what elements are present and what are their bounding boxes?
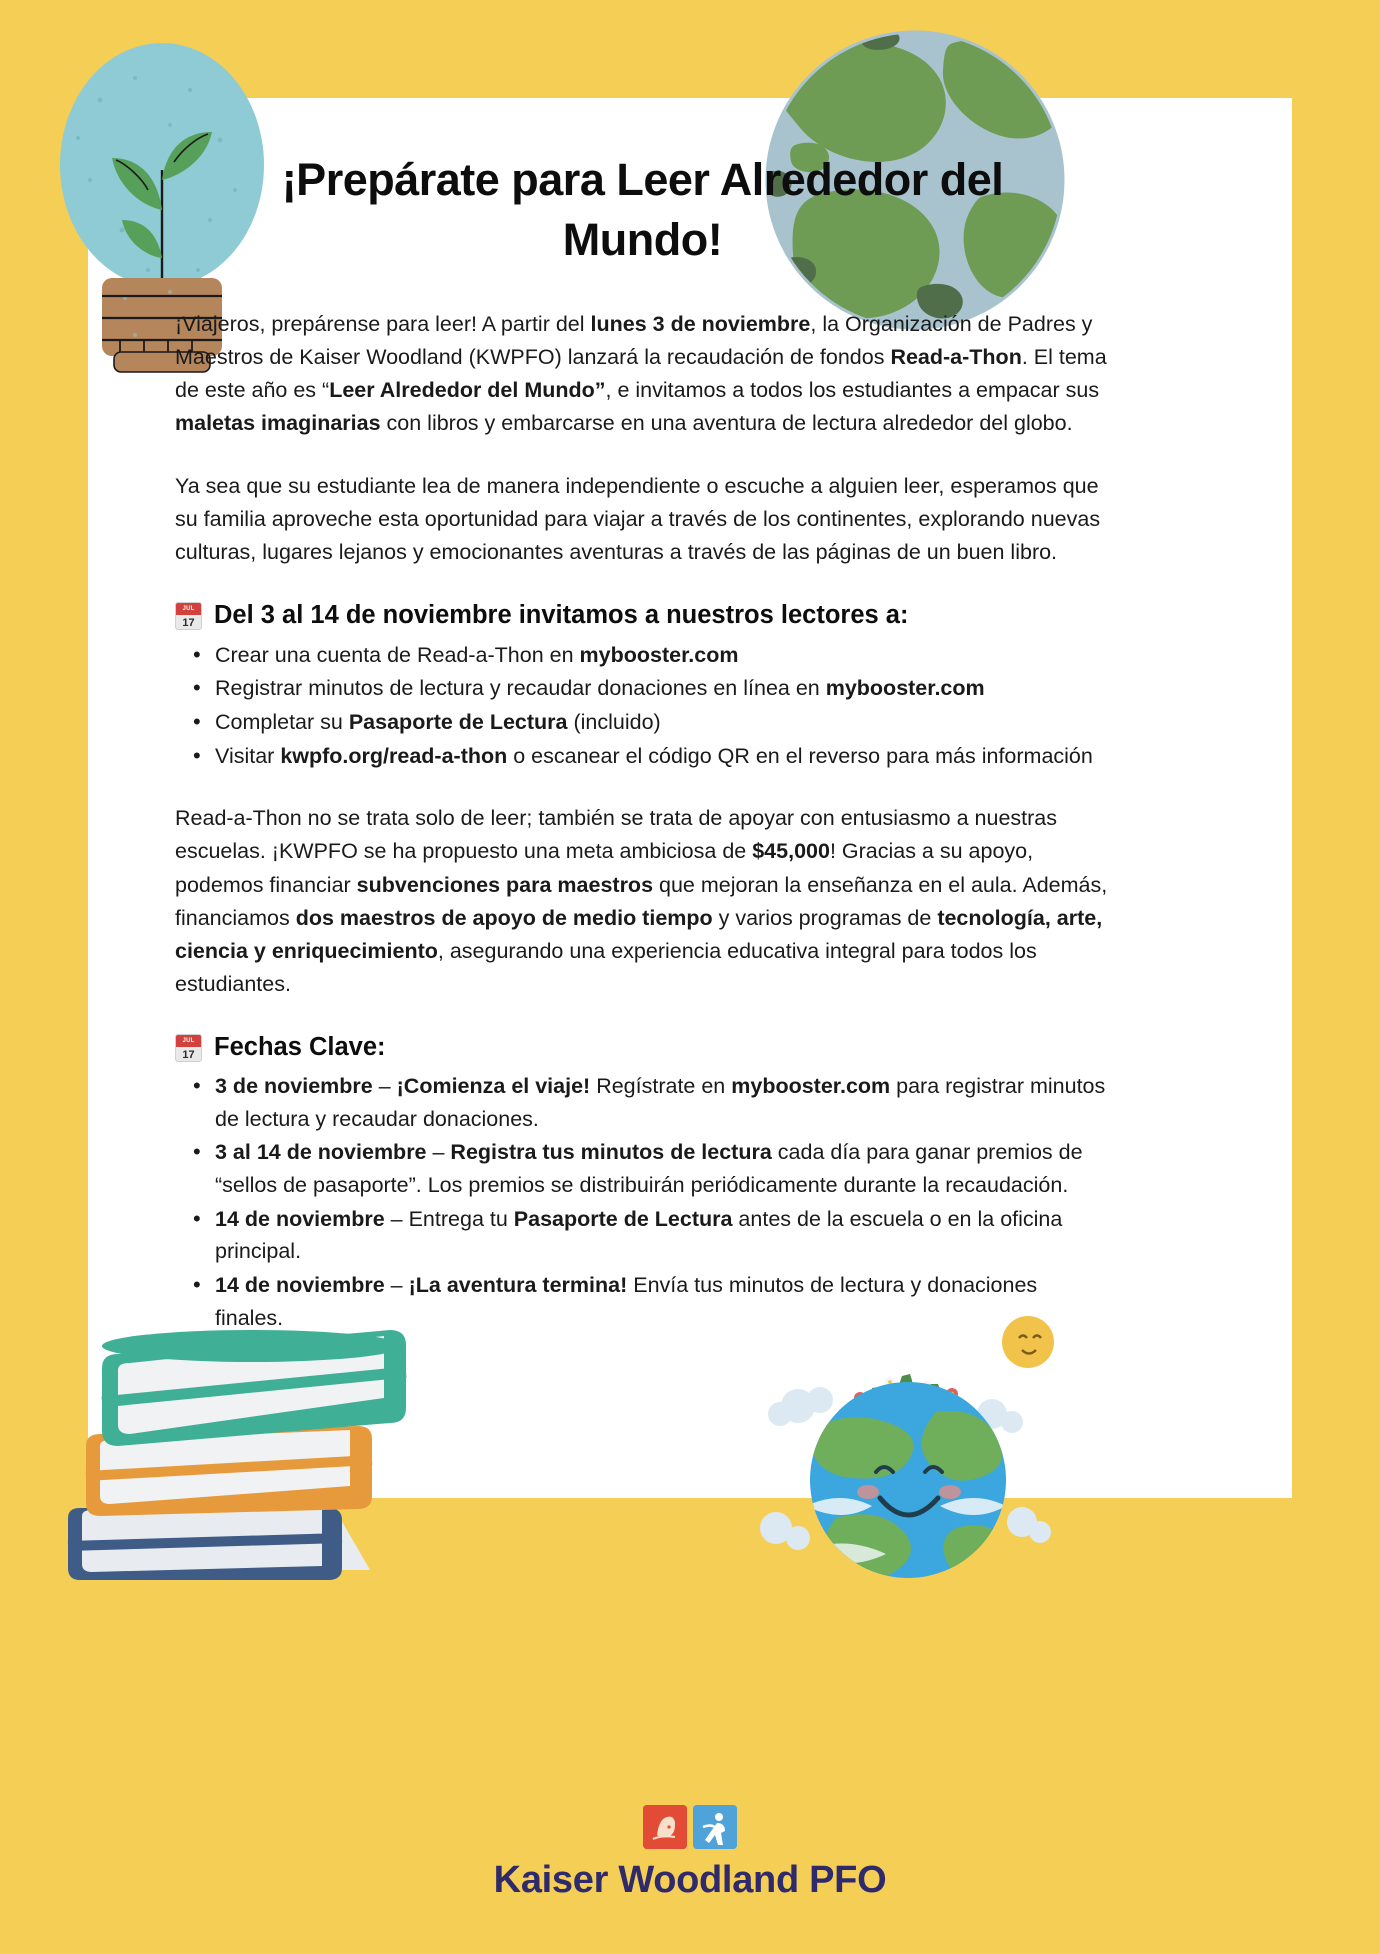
page-title: ¡Prepárate para Leer Alrededor del Mundo! <box>281 154 1004 265</box>
intro-bold-4: maletas imaginarias <box>175 411 381 436</box>
key-date-bold-tail: Pasaporte de Lectura <box>513 1206 733 1231</box>
key-date-bold-tail: mybooster.com <box>731 1074 891 1099</box>
lion-crest-icon <box>643 1805 687 1849</box>
intro-text-1: ¡Viajeros, prepárense para leer! A partir del <box>175 311 591 336</box>
goal-bold-2: subvenciones para maestros <box>356 872 654 897</box>
key-date-text-mid: Regístrate en <box>590 1074 732 1099</box>
section-heading-invitation-label: Del 3 al 14 de noviembre invitamos a nuestros lectores a: <box>214 601 909 630</box>
key-date-text-mid: Envía tus minutos de lectura y donaciones finales. <box>215 1273 1038 1330</box>
bullet-text-pre: Visitar <box>215 743 281 768</box>
calendar-icon <box>175 1034 202 1062</box>
invitation-bullet-item <box>175 706 1110 739</box>
bullet-text-bold: mybooster.com <box>579 642 739 667</box>
invitation-bullet-item <box>175 672 1110 705</box>
key-date-bullet-item <box>175 1136 1110 1201</box>
goal-text-3: que mejoran la enseñanza en el aula. Además, financiamos <box>175 872 1108 930</box>
intro-paragraph <box>175 308 1110 440</box>
spacer <box>175 776 1110 802</box>
key-date-text-tail: antes de la escuela o en la oficina principal. <box>215 1206 1063 1264</box>
goal-bold-4: tecnología, arte, ciencia y enriquecimiento <box>175 905 1103 963</box>
key-date-bold-mid: ¡Comienza el viaje! <box>396 1074 591 1099</box>
calendar-icon-day: 17 <box>182 1048 195 1061</box>
key-date-bold-mid: ¡La aventura termina! <box>408 1273 628 1298</box>
calendar-icon <box>175 602 202 630</box>
section-heading-key-dates <box>175 1031 1110 1064</box>
key-date-dash: – <box>426 1140 451 1165</box>
footer <box>0 1805 1380 1902</box>
key-date-label: 3 al 14 de noviembre <box>215 1140 427 1165</box>
section-heading-invitation <box>175 599 1110 632</box>
goal-paragraph <box>175 802 1110 1001</box>
bullet-text-post: (incluido) <box>567 709 661 734</box>
section-heading-key-dates-label: Fechas Clave: <box>214 1032 386 1061</box>
intro-text-2: , la Organización de Padres y Maestros de Kaiser Woodland (KWPFO) lanzará la recaudación de fondos <box>175 311 1093 369</box>
invitation-bullet-item <box>175 639 1110 672</box>
goal-text-2: ! Gracias a su apoyo, podemos financiar <box>175 839 1034 897</box>
footer-organization-name: Kaiser Woodland PFO <box>493 1859 887 1901</box>
key-date-text-mid: Entrega tu <box>408 1206 514 1231</box>
bullet-text-bold: mybooster.com <box>825 676 985 701</box>
second-paragraph: Ya sea que su estudiante lea de manera independiente o escuche a alguien leer, esperamos que su familia aproveche esta oportunidad para viajar a través de los continentes, explorando nuevas culturas, lugares lejanos y emocionantes aventuras a través de las páginas de un buen libro. <box>175 474 1101 565</box>
intro-bold-3: Leer Alrededor del Mundo” <box>329 377 606 402</box>
goal-amount: $45,000 <box>752 839 830 864</box>
bullet-text-pre: Completar su <box>215 709 349 734</box>
key-date-bullet-item <box>175 1070 1110 1135</box>
calendar-icon-month: JUL <box>176 1035 201 1047</box>
key-date-label: 14 de noviembre <box>215 1273 385 1298</box>
key-date-text-mid: cada día para ganar premios de “sellos de pasaporte”. Los premios se distribuirán periódicamente durante la recaudación. <box>215 1140 1083 1198</box>
key-date-dash: – <box>384 1206 409 1231</box>
key-date-text-tail: para registrar minutos de lectura y recaudar donaciones. <box>215 1074 1106 1131</box>
intro-text-3: . El tema de este año es “ <box>175 344 1107 402</box>
footer-logo-icons <box>0 1805 1380 1849</box>
key-date-dash: – <box>384 1273 409 1298</box>
key-date-label: 3 de noviembre <box>215 1074 373 1099</box>
goal-text-1: Read-a-Thon no se trata solo de leer; también se trata de apoyar con entusiasmo a nuestras escuelas. ¡KWPFO se ha propuesto una meta ambiciosa de <box>175 806 1058 864</box>
bullet-text-post: o escanear el código QR en el reverso para más información <box>507 743 1093 768</box>
key-date-bullet-item <box>175 1203 1110 1268</box>
invitation-bullet-item <box>175 740 1110 773</box>
goal-text-5: , asegurando una experiencia educativa integral para todos los estudiantes. <box>175 938 1037 996</box>
runner-icon <box>693 1805 737 1849</box>
bullet-text-bold: kwpfo.org/read-a-thon <box>280 743 508 768</box>
intro-text-4: , e invitamos a todos los estudiantes a empacar sus <box>605 377 1100 402</box>
key-date-dash: – <box>372 1074 397 1099</box>
key-date-label: 14 de noviembre <box>215 1206 385 1231</box>
calendar-icon-month: JUL <box>176 603 201 615</box>
intro-bold-2: Read-a-Thon <box>890 344 1022 369</box>
key-date-bold-mid: Registra tus minutos de lectura <box>450 1140 772 1165</box>
intro-text-5: con libros y embarcarse en una aventura de lectura alrededor del globo. <box>380 411 1073 436</box>
calendar-icon-day: 17 <box>182 617 195 630</box>
bullet-text-bold: Pasaporte de Lectura <box>348 709 568 734</box>
goal-bold-3: dos maestros de apoyo de medio tiempo <box>295 905 713 930</box>
key-date-bullet-item <box>175 1269 1110 1334</box>
bullet-text-pre: Registrar minutos de lectura y recaudar donaciones en línea en <box>215 676 826 701</box>
invitation-bullet-list <box>175 639 1110 773</box>
bullet-text-pre: Crear una cuenta de Read-a-Thon en <box>215 642 580 667</box>
intro-bold-1: lunes 3 de noviembre <box>590 311 811 336</box>
key-dates-bullet-list <box>175 1070 1110 1334</box>
flyer-content <box>175 150 1110 1338</box>
goal-text-4: y varios programas de <box>712 905 938 930</box>
